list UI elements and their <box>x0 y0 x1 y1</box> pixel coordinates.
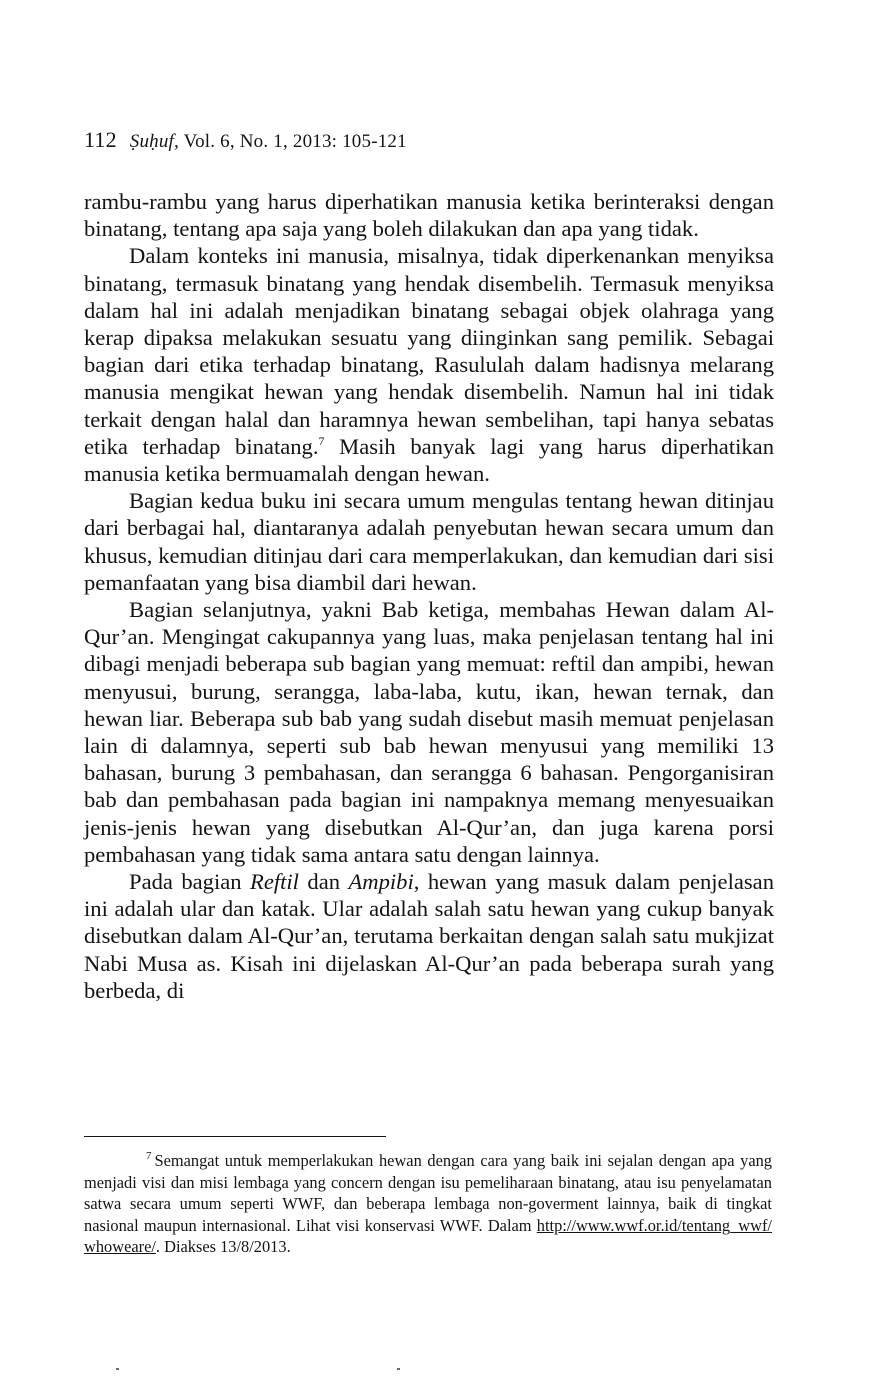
paragraph-5-text-b: dan <box>298 869 349 895</box>
paragraph-1: rambu-rambu yang harus diperhatikan manusia ketika berinteraksi dengan binatang, tentang apa saja yang boleh dilakukan dan apa yang tidak. <box>84 189 774 242</box>
footnote-divider <box>84 1136 386 1137</box>
paragraph-5-text-c: , hewan yang masuk dalam penjelasan ini adalah ular dan katak. Ular adalah salah satu hewan yang cukup banyak disebutkan dalam Al-Qur’an, terutama berkaitan dengan salah satu mukjizat Nabi Musa as. Kisah ini dijelaskan Al-Qur’an pada beberapa surah yang berbeda, di <box>84 869 774 1003</box>
footnote-number: 7 <box>146 1150 152 1162</box>
running-header <box>84 128 407 154</box>
term-ampibi: Ampibi <box>348 869 414 895</box>
paragraph-3: Bagian kedua buku ini secara umum mengulas tentang hewan ditinjau dari berbagai hal, diantaranya adalah penyebutan hewan secara umum dan khusus, kemudian ditinjau dari cara memperlakukan, dan kemudian dari sisi pemanfaatan yang bisa diambil dari hewan. <box>84 488 774 595</box>
footnote-accessed: . Diakses 13/8/2013. <box>155 1237 291 1257</box>
paragraph-4: Bagian selanjutnya, yakni Bab ketiga, membahas Hewan dalam Al-Qur’an. Mengingat cakupannya yang luas, maka penjelasan tentang hal ini dibagi menjadi beberapa sub bagian yang memuat: reftil dan ampibi, hewan menyusui, burung, serangga, laba-laba, kutu, ikan, hewan ternak, dan hewan liar. Beberapa sub bab yang sudah disebut masih memuat penjelasan lain di dalamnya, seperti sub bab hewan menyusui yang memiliki 13 bahasan, burung 3 pembahasan, dan serangga 6 bahasan. Pengorganisiran bab dan pembahasan pada bagian ini nampaknya memang menyesuaikan jenis-jenis hewan yang disebutkan Al-Qur’an, dan juga karena porsi pembahasan yang tidak sama antara satu dengan lainnya. <box>84 597 774 867</box>
body-text <box>84 188 774 1004</box>
footnote-link[interactable]: http://www.wwf.or.id/tentang_wwf/ whoweare/ <box>84 1215 772 1257</box>
footnote-text: Semangat untuk memperlakukan hewan dengan cara yang baik ini sejalan dengan apa yang menjadi visi dan misi lembaga yang concern dengan isu pemeliharaan binatang, atau isu penyelamatan satwa secara umum seperti WWF, dan beberapa lembaga non-goverment lainnya, baik di tingkat nasional maupun internasional. Lihat visi konservasi WWF. Dalam <box>84 1151 772 1235</box>
journal-details: Vol. 6, No. 1, 2013: 105-121 <box>183 131 407 152</box>
term-reftil: Reftil <box>250 869 299 895</box>
scan-specks <box>0 1368 885 1372</box>
footnote-paragraph <box>84 1150 772 1258</box>
scan-speck <box>397 1368 400 1370</box>
paragraph-2-text-cont: Masih banyak lagi yang harus diperhatikan manusia ketika bermuamalah dengan hewan. <box>84 433 774 487</box>
paragraph-5-text: Pada bagian <box>129 869 251 895</box>
footnote-reference-7[interactable]: 7 <box>318 433 325 448</box>
paragraph-2 <box>84 242 774 487</box>
scan-speck <box>116 1368 119 1370</box>
journal-title: Ṣuḥuf, <box>129 131 179 152</box>
paragraph-2-text: Dalam konteks ini manusia, misalnya, tidak diperkenankan menyiksa binatang, termasuk binatang yang hendak disembelih. Termasuk menyiksa dalam hal ini adalah menjadikan binatang sebagai objek olahraga yang kerap dipaksa melakukan sesuatu yang diinginkan sang pemilik. Sebagai bagian dari etika terhadap binatang, Rasululah dalam hadisnya melarang manusia mengikat hewan yang hendak disembelih. Namun hal ini tidak terkait dengan halal dan haramnya hewan sembelihan, tapi hanya sebatas etika terhadap binatang. <box>84 243 774 459</box>
paragraph-5 <box>84 868 774 1004</box>
page-number: 112 <box>84 127 117 152</box>
footnote-7 <box>84 1150 772 1258</box>
